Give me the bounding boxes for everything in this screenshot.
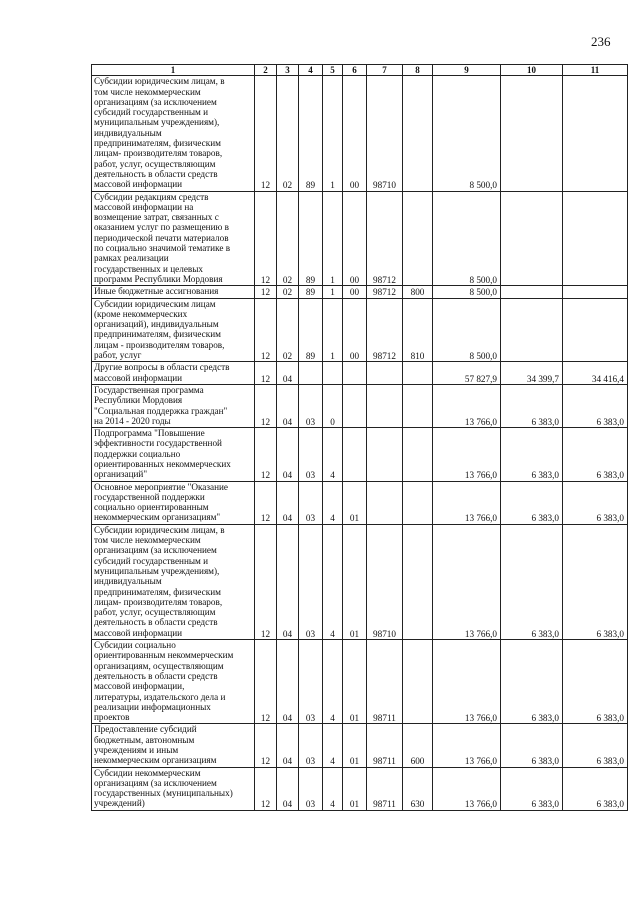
expense-name-line: массовой информации — [94, 627, 183, 638]
expense-name-line: работ, услуг — [94, 350, 142, 361]
cell-event — [343, 362, 367, 385]
cell-expense-name — [92, 298, 255, 362]
cell-amount-year3 — [563, 298, 628, 362]
cell-amount-year1: 8 500,0 — [433, 286, 501, 298]
cell-expense-name — [92, 384, 255, 427]
cell-amount-year1: 13 766,0 — [433, 481, 501, 524]
cell-subsection: 04 — [277, 524, 299, 639]
cell-amount-year2: 6 383,0 — [501, 481, 563, 524]
cell-program: 03 — [299, 640, 323, 724]
cell-amount-year2: 6 383,0 — [501, 640, 563, 724]
cell-section: 12 — [255, 384, 277, 427]
table-row — [92, 724, 628, 767]
cell-program: 89 — [299, 76, 323, 191]
expense-name-line: рамках реализации — [94, 253, 169, 264]
cell-amount-year1: 13 766,0 — [433, 428, 501, 481]
cell-expense-name — [92, 428, 255, 481]
cell-amount-year3: 6 383,0 — [563, 524, 628, 639]
expense-name-line: субсидий государственным и — [94, 107, 209, 118]
expense-name-line: по социально значимой тематике в — [94, 243, 231, 254]
cell-event: 01 — [343, 767, 367, 810]
cell-subsection: 04 — [277, 767, 299, 810]
cell-amount-year2: 34 399,7 — [501, 362, 563, 385]
column-header: 4 — [299, 65, 323, 76]
cell-section: 12 — [255, 298, 277, 362]
column-header: 7 — [367, 65, 403, 76]
cell-program: 89 — [299, 298, 323, 362]
expense-name-line: социально ориентированным — [94, 502, 209, 513]
expense-name-line: государственных (муниципальных) — [94, 788, 233, 799]
expense-name-line: лицам- производителям товаров, — [94, 148, 223, 159]
cell-subsection: 04 — [277, 384, 299, 427]
cell-program: 03 — [299, 724, 323, 767]
cell-program: 03 — [299, 481, 323, 524]
cell-direction: 98711 — [367, 724, 403, 767]
cell-expense-name — [92, 767, 255, 810]
cell-event: 01 — [343, 640, 367, 724]
cell-amount-year3 — [563, 76, 628, 191]
expense-name-line: Субсидии юридическим лицам, в — [94, 76, 225, 87]
cell-subprogram: 1 — [323, 286, 343, 298]
cell-program: 03 — [299, 428, 323, 481]
cell-direction — [367, 481, 403, 524]
expense-name-line: ориентированным некоммерческим — [94, 650, 234, 661]
expense-name-line: предпринимателям, физическим — [94, 329, 221, 340]
cell-subsection: 04 — [277, 428, 299, 481]
cell-amount-year3: 6 383,0 — [563, 724, 628, 767]
table-row — [92, 298, 628, 362]
expense-name-line: том числе некоммерческим — [94, 86, 201, 97]
cell-expense-name — [92, 76, 255, 191]
table-row — [92, 428, 628, 481]
cell-program — [299, 362, 323, 385]
cell-expense-name — [92, 481, 255, 524]
cell-section: 12 — [255, 362, 277, 385]
expense-name-line: Подпрограмма "Повышение — [94, 428, 205, 439]
cell-amount-year2 — [501, 298, 563, 362]
expense-name-line: деятельность в области средств — [94, 670, 218, 681]
cell-amount-year2 — [501, 191, 563, 286]
expense-name-line: массовой информации — [94, 372, 183, 383]
cell-subprogram: 1 — [323, 76, 343, 191]
cell-expense-type — [403, 640, 433, 724]
expense-name-line: эффективности государственной — [94, 438, 222, 449]
cell-subprogram: 1 — [323, 191, 343, 286]
cell-amount-year3 — [563, 191, 628, 286]
expense-name-line: работ, услуг, осуществляющим — [94, 158, 216, 169]
cell-subsection: 04 — [277, 640, 299, 724]
table-row — [92, 191, 628, 286]
cell-event: 01 — [343, 481, 367, 524]
cell-expense-type: 630 — [403, 767, 433, 810]
expense-name-line: массовой информации — [94, 179, 183, 190]
cell-subsection: 04 — [277, 481, 299, 524]
cell-section: 12 — [255, 76, 277, 191]
cell-program: 89 — [299, 191, 323, 286]
expense-name-line: индивидуальным — [94, 576, 162, 587]
cell-program: 03 — [299, 524, 323, 639]
cell-expense-type — [403, 481, 433, 524]
cell-amount-year1: 8 500,0 — [433, 76, 501, 191]
expense-name-line: организациям (за исключением — [94, 545, 217, 556]
header-row — [92, 65, 628, 76]
column-header: 2 — [255, 65, 277, 76]
expense-name-line: учреждениям и иным — [94, 745, 179, 755]
cell-direction: 98711 — [367, 767, 403, 810]
expense-name-line: массовой информации, — [94, 681, 185, 692]
table-row — [92, 76, 628, 191]
table-row — [92, 481, 628, 524]
cell-section: 12 — [255, 640, 277, 724]
cell-amount-year3: 6 383,0 — [563, 428, 628, 481]
cell-subprogram: 0 — [323, 384, 343, 427]
cell-expense-type — [403, 191, 433, 286]
column-header: 10 — [501, 65, 563, 76]
expense-name-line: Республики Мордовия — [94, 395, 183, 406]
expense-name-line: Предоставление субсидий — [94, 724, 197, 735]
cell-direction: 98711 — [367, 640, 403, 724]
expense-name-line: Субсидии редакциям средств — [94, 191, 209, 202]
expense-name-line: государственных и целевых — [94, 263, 204, 274]
expense-name-line: том числе некоммерческим — [94, 535, 201, 546]
cell-amount-year2: 6 383,0 — [501, 428, 563, 481]
table-row — [92, 362, 628, 385]
expense-name-line: литературы, издательского дела и — [94, 691, 226, 702]
cell-event: 00 — [343, 191, 367, 286]
cell-direction: 98710 — [367, 76, 403, 191]
expense-name-line: проектов — [94, 712, 130, 723]
column-header: 11 — [563, 65, 628, 76]
column-header: 8 — [403, 65, 433, 76]
cell-program: 03 — [299, 384, 323, 427]
expense-name-line: Государственная программа — [94, 384, 204, 395]
cell-amount-year3: 6 383,0 — [563, 767, 628, 810]
cell-event: 00 — [343, 76, 367, 191]
expense-name-line: поддержки социально — [94, 448, 181, 459]
expense-name-line: некоммерческим организациям" — [94, 512, 221, 523]
cell-direction: 98712 — [367, 298, 403, 362]
cell-section: 12 — [255, 481, 277, 524]
cell-section: 12 — [255, 724, 277, 767]
cell-expense-type: 800 — [403, 286, 433, 298]
expense-name-line: реализации информационных — [94, 701, 211, 712]
cell-expense-name — [92, 191, 255, 286]
cell-subprogram: 4 — [323, 767, 343, 810]
expense-name-line: субсидий государственным и — [94, 555, 209, 566]
expense-name-line: Другие вопросы в области средств — [94, 362, 230, 373]
expense-name-line: возмещение затрат, связанных с — [94, 212, 219, 223]
cell-program: 03 — [299, 767, 323, 810]
cell-subsection: 04 — [277, 362, 299, 385]
cell-section: 12 — [255, 428, 277, 481]
table-body — [92, 65, 628, 811]
column-header: 6 — [343, 65, 367, 76]
expense-name-line: оказанием услуг по размещению в — [94, 222, 229, 233]
expense-name-line: лицам- производителям товаров, — [94, 596, 223, 607]
cell-event: 01 — [343, 724, 367, 767]
cell-expense-type — [403, 76, 433, 191]
cell-expense-name — [92, 640, 255, 724]
expense-name-line: предпринимателям, физическим — [94, 586, 221, 597]
expense-name-line: лицам - производителям товаров, — [94, 339, 225, 350]
cell-amount-year1: 13 766,0 — [433, 767, 501, 810]
page-number: 236 — [591, 34, 611, 49]
cell-expense-type — [403, 384, 433, 427]
expense-name-line: (кроме некоммерческих — [94, 308, 188, 319]
cell-subsection: 02 — [277, 191, 299, 286]
cell-amount-year1: 8 500,0 — [433, 298, 501, 362]
cell-event: 00 — [343, 298, 367, 362]
expense-name-line: организациям, осуществляющим — [94, 660, 224, 671]
expense-name-line: Субсидии юридическим лицам — [94, 298, 216, 309]
cell-expense-type — [403, 428, 433, 481]
cell-direction: 98712 — [367, 286, 403, 298]
expense-name-line: массовой информации на — [94, 201, 194, 212]
cell-expense-type — [403, 524, 433, 639]
cell-amount-year3: 6 383,0 — [563, 481, 628, 524]
cell-expense-name — [92, 286, 255, 298]
cell-expense-name — [92, 724, 255, 767]
cell-amount-year3 — [563, 286, 628, 298]
table-row — [92, 384, 628, 427]
cell-event: 01 — [343, 524, 367, 639]
cell-expense-type: 600 — [403, 724, 433, 767]
cell-direction: 98710 — [367, 524, 403, 639]
cell-expense-name — [92, 362, 255, 385]
cell-amount-year2: 6 383,0 — [501, 384, 563, 427]
cell-amount-year1: 8 500,0 — [433, 191, 501, 286]
cell-section: 12 — [255, 524, 277, 639]
cell-subsection: 02 — [277, 286, 299, 298]
cell-program: 89 — [299, 286, 323, 298]
cell-direction — [367, 428, 403, 481]
expense-name-line: муниципальным учреждениям), — [94, 565, 220, 576]
expense-name-line: Основное мероприятие "Оказание — [94, 481, 229, 492]
budget-table — [91, 64, 628, 811]
cell-expense-type: 810 — [403, 298, 433, 362]
cell-direction — [367, 362, 403, 385]
expense-name-line: учреждений) — [94, 798, 145, 809]
cell-amount-year1: 13 766,0 — [433, 384, 501, 427]
cell-subprogram: 4 — [323, 481, 343, 524]
expense-name-line: организаций), индивидуальным — [94, 319, 219, 330]
expense-name-line: индивидуальным — [94, 127, 162, 138]
expense-name-line: на 2014 - 2020 годы — [94, 415, 171, 426]
cell-subprogram: 4 — [323, 640, 343, 724]
cell-direction — [367, 384, 403, 427]
cell-subsection: 02 — [277, 76, 299, 191]
column-header: 9 — [433, 65, 501, 76]
cell-expense-type — [403, 362, 433, 385]
cell-amount-year1: 57 827,9 — [433, 362, 501, 385]
table-row — [92, 524, 628, 639]
table-row — [92, 640, 628, 724]
cell-subprogram: 4 — [323, 428, 343, 481]
expense-name-line: государственной поддержки — [94, 491, 205, 502]
column-header: 1 — [92, 65, 255, 76]
cell-subsection: 04 — [277, 724, 299, 767]
expense-name-line: предпринимателям, физическим — [94, 138, 221, 149]
cell-subprogram: 4 — [323, 524, 343, 639]
cell-event — [343, 428, 367, 481]
cell-subsection: 02 — [277, 298, 299, 362]
expense-name-line: Субсидии некоммерческим — [94, 767, 201, 778]
cell-section: 12 — [255, 286, 277, 298]
cell-amount-year2: 6 383,0 — [501, 724, 563, 767]
cell-amount-year2: 6 383,0 — [501, 524, 563, 639]
cell-direction: 98712 — [367, 191, 403, 286]
cell-event: 00 — [343, 286, 367, 298]
expense-name-line: организациям (за исключением — [94, 777, 217, 788]
expense-name-line: программ Республики Мордовия — [94, 273, 223, 284]
cell-amount-year2 — [501, 286, 563, 298]
cell-expense-name — [92, 524, 255, 639]
expense-name-line: организациям (за исключением — [94, 96, 217, 107]
expense-name-line: работ, услуг, осуществляющим — [94, 607, 216, 618]
expense-name-line: бюджетным, автономным — [94, 734, 195, 745]
expense-name-line: "Социальная поддержка граждан" — [94, 405, 228, 416]
expense-name-line: Иные бюджетные ассигнования — [94, 286, 219, 297]
cell-event — [343, 384, 367, 427]
expense-name-line: муниципальным учреждениям), — [94, 117, 220, 128]
column-header: 3 — [277, 65, 299, 76]
cell-amount-year2 — [501, 76, 563, 191]
cell-subprogram: 1 — [323, 298, 343, 362]
expense-name-line: периодической печати материалов — [94, 232, 229, 243]
expense-name-line: деятельность в области средств — [94, 617, 218, 628]
cell-amount-year1: 13 766,0 — [433, 724, 501, 767]
cell-section: 12 — [255, 191, 277, 286]
cell-section: 12 — [255, 767, 277, 810]
cell-amount-year1: 13 766,0 — [433, 524, 501, 639]
cell-amount-year1: 13 766,0 — [433, 640, 501, 724]
expense-name-line: деятельность в области средств — [94, 168, 218, 179]
column-header: 5 — [323, 65, 343, 76]
cell-subprogram — [323, 362, 343, 385]
cell-subprogram: 4 — [323, 724, 343, 767]
expense-name-line: некоммерческим организациям — [94, 755, 217, 766]
expense-name-line: Субсидии юридическим лицам, в — [94, 524, 225, 535]
expense-name-line: организаций" — [94, 469, 148, 480]
cell-amount-year3: 34 416,4 — [563, 362, 628, 385]
expense-name-line: ориентированных некоммерческих — [94, 458, 231, 469]
cell-amount-year3: 6 383,0 — [563, 640, 628, 724]
table-row — [92, 767, 628, 810]
cell-amount-year3: 6 383,0 — [563, 384, 628, 427]
expense-name-line: Субсидии социально — [94, 640, 176, 651]
cell-amount-year2: 6 383,0 — [501, 767, 563, 810]
table-row — [92, 286, 628, 298]
